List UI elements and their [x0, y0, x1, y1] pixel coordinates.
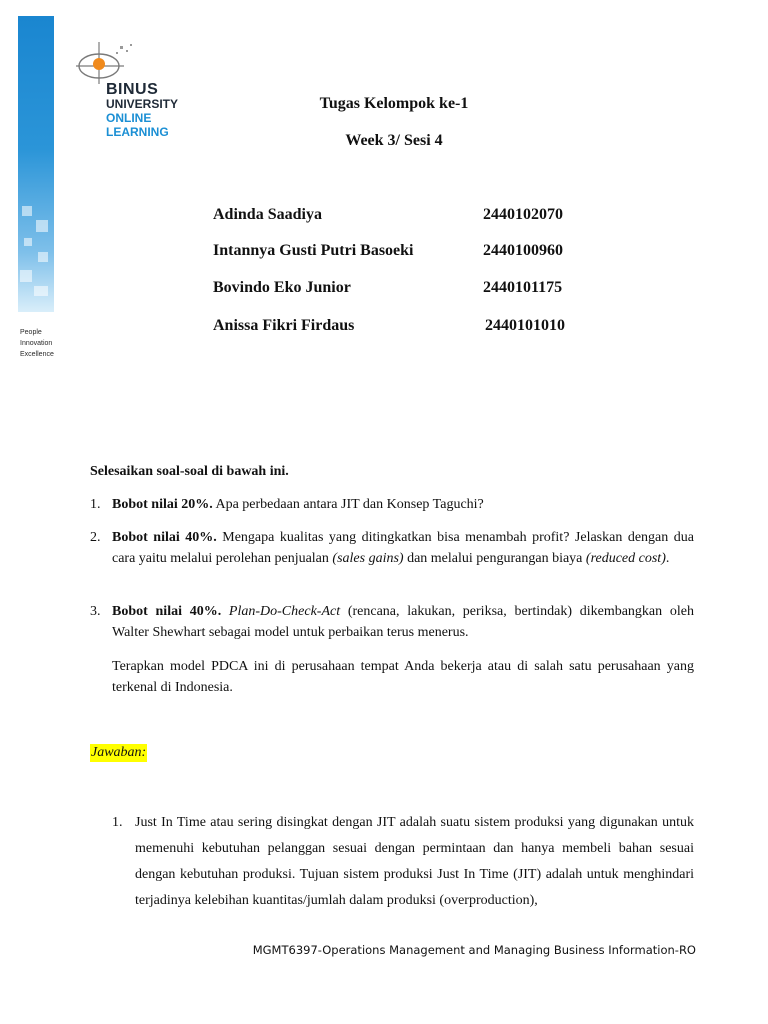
- tagline-excellence: Excellence: [20, 351, 54, 358]
- logo-mark-icon: [72, 40, 142, 85]
- question-weight: Bobot nilai 40%.: [112, 530, 217, 545]
- member-nim: 2440101010: [485, 317, 565, 334]
- question-text: dan melalui pengurangan biaya: [403, 551, 586, 566]
- question-number: 2.: [90, 530, 101, 545]
- brand-strip: [18, 16, 54, 312]
- binus-logo: [72, 40, 192, 140]
- logo-binus: BINUS: [106, 81, 159, 98]
- logo-online: ONLINE: [106, 111, 152, 125]
- question-term: (sales gains): [332, 551, 404, 566]
- member-name: Bovindo Eko Junior: [213, 279, 351, 296]
- tagline-innovation: Innovation: [20, 340, 53, 347]
- member-name: Intannya Gusti Putri Basoeki: [213, 242, 414, 259]
- question-text: Apa perbedaan antara JIT dan Konsep Taguchi?: [212, 497, 484, 512]
- logo-learning: LEARNING: [106, 125, 169, 139]
- question-term: Plan-Do-Check-Act: [221, 604, 341, 619]
- tagline-people: People: [20, 329, 42, 336]
- question-weight: Bobot nilai 20%.: [112, 497, 213, 512]
- instructions: Selesaikan soal-soal di bawah ini.: [90, 464, 289, 479]
- member-nim: 2440102070: [483, 206, 563, 223]
- question-number: 1.: [90, 497, 101, 512]
- page-footer: MGMT6397-Operations Management and Managing Business Information-RO: [252, 943, 696, 957]
- member-nim: 2440101175: [483, 279, 563, 296]
- question-3-paragraph: Terapkan model PDCA ini di perusahaan tempat Anda bekerja atau di salah satu perusahaan yang terkenal di Indonesia.: [112, 659, 694, 695]
- document-title: Tugas Kelompok ke-1: [319, 95, 469, 112]
- member-nim: 2440100960: [483, 242, 563, 259]
- answer-1: [112, 810, 694, 914]
- question-1: [90, 494, 694, 515]
- logo-university: UNIVERSITY: [106, 97, 179, 111]
- question-term: (reduced cost): [585, 551, 666, 566]
- question-text: .: [665, 551, 670, 566]
- tagline: [20, 327, 54, 360]
- answer-number: 1.: [112, 815, 123, 830]
- question-3: [90, 601, 694, 643]
- member-name: Anissa Fikri Firdaus: [213, 317, 355, 334]
- document-subtitle: Week 3/ Sesi 4: [345, 132, 443, 149]
- answer-text: Just In Time atau sering disingkat dengan JIT adalah suatu sistem produksi yang digunakan untuk memenuhi kebutuhan pelanggan sesuai dengan permintaan dan hanya membeli bahan sesuai dengan kebutuhan produksi. Tujuan sistem produksi Just In Time (JIT) adalah untuk menghindari terjadinya kelebihan kuantitas/jumlah dalam produksi (overproduction),: [135, 815, 694, 908]
- question-weight: Bobot nilai 40%.: [112, 604, 222, 619]
- question-number: 3.: [90, 604, 101, 619]
- question-text: (rencana, lakukan, periksa, bertindak) dikembangkan oleh Walter Shewhart sebagai model untuk perbaikan terus menerus.: [112, 604, 694, 640]
- question-text: Mengapa kualitas yang ditingkatkan bisa menambah profit? Jelaskan dengan dua cara yaitu melalui perolehan penjualan: [112, 530, 694, 566]
- question-2: [90, 527, 694, 569]
- answer-label: Jawaban:: [91, 745, 147, 760]
- member-name: Adinda Saadiya: [213, 206, 322, 223]
